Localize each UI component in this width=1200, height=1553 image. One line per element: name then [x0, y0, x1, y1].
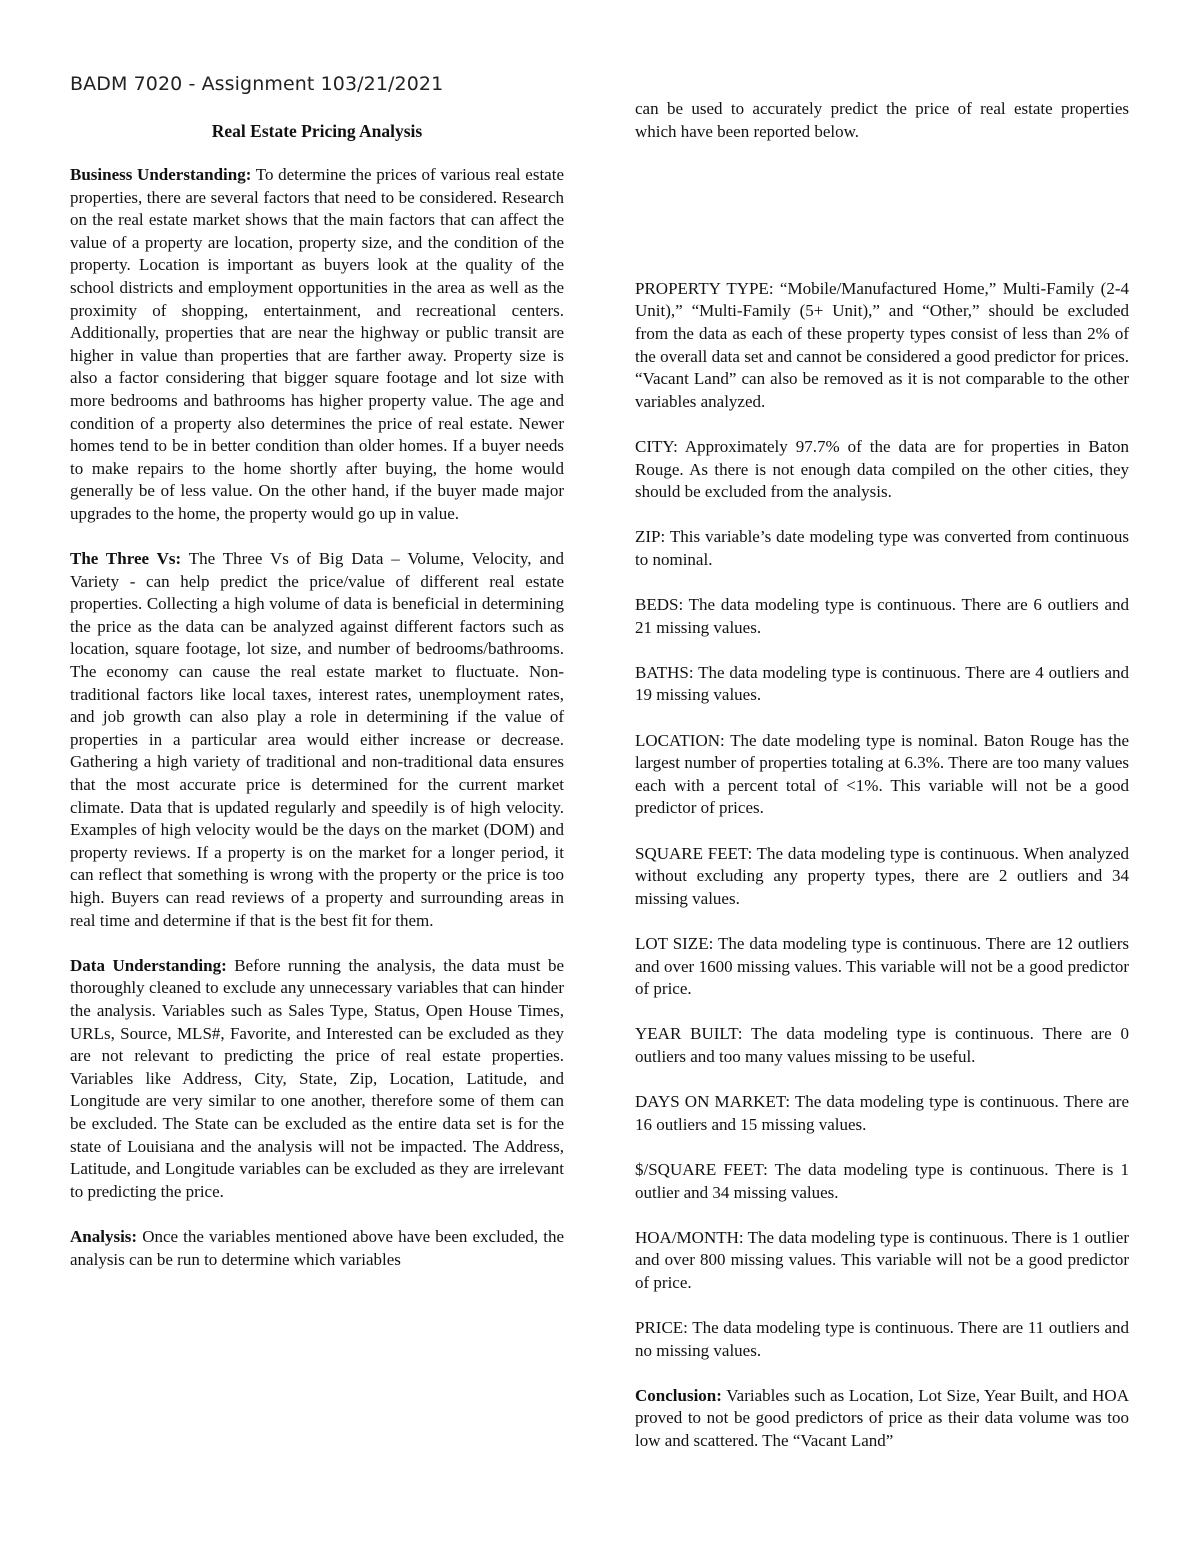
price-per-sqft-paragraph: $/SQUARE FEET: The data modeling type is continuous. There is 1 outlier and 34 missing values.	[635, 1159, 1129, 1202]
zip-paragraph: ZIP: This variable’s date modeling type was converted from continuous to nominal.	[635, 527, 1129, 569]
price-paragraph: PRICE: The data modeling type is continuous. There are 11 outliers and no missing values.	[635, 1318, 1129, 1360]
document-title: Real Estate Pricing Analysis	[211, 121, 423, 141]
business-understanding-text: To determine the prices of various real estate properties, there are several factors that need to be considered. Research on the real estate market shows that the main factors that can affect the value of a property are location, property size, and the condition of the property. Location is important as buyers look at the quality of the school districts and employment opportunities in the area as well as the proximity of shopping, entertainment, and recreational centers. Additionally, properties that are near the highway or public transit are higher in value than properties that are farther away. Property size is also a factor considering that bigger square footage and lot size with more bedrooms and bathrooms has higher property value. The age and condition of a property also determines the price of real estate. Newer homes tend to be in better condition than older homes. If a buyer needs to make repairs to the home shortly after buying, the home would generally be of less value. On the other hand, if the buyer made major upgrades to the home, the property would go up in value.	[70, 165, 564, 523]
business-understanding-heading: Business Understanding:	[70, 165, 252, 184]
three-vs-text: The Three Vs of Big Data – Volume, Velocity, and Variety - can help predict the price/value of different real estate properties. Collecting a high volume of data is beneficial in determining the price as the data can be analyzed against different factors such as location, square footage, lot size, and number of bedrooms/bathrooms. The economy can cause the real estate market to fluctuate. Non-traditional factors like local taxes, interest rates, unemployment rates, and job growth can also play a role in determining if the value of properties in a particular area would either increase or decrease. Gathering a high variety of traditional and non-traditional data ensures that the most accurate price is determined for the current market climate. Data that is updated regularly and speedily is of high velocity. Examples of high velocity would be the days on the market (DOM) and property reviews. If a property is on the market for a longer period, it can reflect that something is wrong with the property or the price is too high. Buyers can read reviews of a property and surrounding areas in real time and determine if that is the best fit for them.	[70, 549, 564, 930]
property-type-paragraph: PROPERTY TYPE: “Mobile/Manufactured Home,” Multi-Family (2-4 Unit),” “Multi-Family (5+ Unit),” and “Other,” should be excluded from the data as each of these property types consist of less than 2% of the overall data set and cannot be considered a good predictor for prices. “Vacant Land” can also be removed as it is not comparable to the other variables analyzed.	[635, 278, 1129, 411]
conclusion-paragraph	[635, 1385, 1129, 1453]
lot-size-paragraph: LOT SIZE: The data modeling type is continuous. There are 12 outliers and over 1600 missing values. This variable will not be a good predictor of price.	[635, 934, 1129, 999]
business-understanding-paragraph	[70, 164, 564, 526]
analysis-continuation: can be used to accurately predict the price of real estate properties which have been reported below.	[635, 99, 1129, 141]
analysis-text: Once the variables mentioned above have been excluded, the analysis can be run to determine which variables	[70, 1226, 564, 1269]
hoa-month-paragraph: HOA/MONTH: The data modeling type is continuous. There is 1 outlier and over 800 missing values. This variable will not be a good predictor of price.	[635, 1227, 1129, 1292]
analysis-heading: Analysis:	[70, 1226, 138, 1246]
three-vs-heading: The Three Vs:	[70, 549, 182, 569]
three-vs-paragraph	[70, 548, 564, 932]
data-understanding-text: Before running the analysis, the data must be thoroughly cleaned to exclude any unnecessary variables that can hinder the analysis. Variables such as Sales Type, Status, Open House Times, URLs, Source, MLS#, Favorite, and Interested can be excluded as they are not relevant to predicting the price of real estate properties. Variables like Address, City, State, Zip, Location, Latitude, and Longitude are very similar to one another, therefore some of them can be excluded. The State can be excluded as the entire data set is for the state of Louisiana and the analysis will not be impacted. The Address, Latitude, and Longitude variables can be excluded as they are irrelevant to predicting the price.	[70, 955, 564, 1201]
conclusion-text: Variables such as Location, Lot Size, Year Built, and HOA proved to not be good predictors of price as their data volume was too low and scattered. The “Vacant Land”	[635, 1385, 1129, 1451]
page-header: BADM 7020 - Assignment 103/21/2021	[70, 73, 444, 95]
beds-paragraph: BEDS: The data modeling type is continuous. There are 6 outliers and 21 missing values.	[635, 595, 1129, 637]
data-understanding-heading: Data Understanding:	[70, 955, 227, 975]
location-paragraph: LOCATION: The date modeling type is nominal. Baton Rouge has the largest number of properties totaling at 6.3%. There are too many values each with a percent total of <1%. This variable will not be a good predictor of prices.	[635, 730, 1129, 818]
right-column	[635, 98, 1129, 1475]
baths-paragraph: BATHS: The data modeling type is continuous. There are 4 outliers and 19 missing values.	[635, 662, 1129, 705]
analysis-paragraph	[70, 1226, 564, 1271]
city-paragraph: CITY: Approximately 97.7% of the data are for properties in Baton Rouge. As there is not enough data compiled on the other cities, they should be excluded from the analysis.	[635, 436, 1129, 502]
days-on-market-paragraph: DAYS ON MARKET: The data modeling type is continuous. There are 16 outliers and 15 missing values.	[635, 1092, 1129, 1134]
conclusion-heading: Conclusion:	[635, 1385, 722, 1405]
square-feet-paragraph: SQUARE FEET: The data modeling type is continuous. When analyzed without excluding any property types, there are 2 outliers and 34 missing values.	[635, 843, 1129, 908]
left-column	[70, 120, 564, 1294]
data-understanding-paragraph	[70, 955, 564, 1204]
year-built-paragraph: YEAR BUILT: The data modeling type is continuous. There are 0 outliers and too many values missing to be useful.	[635, 1024, 1129, 1066]
blank-space	[635, 166, 1129, 278]
